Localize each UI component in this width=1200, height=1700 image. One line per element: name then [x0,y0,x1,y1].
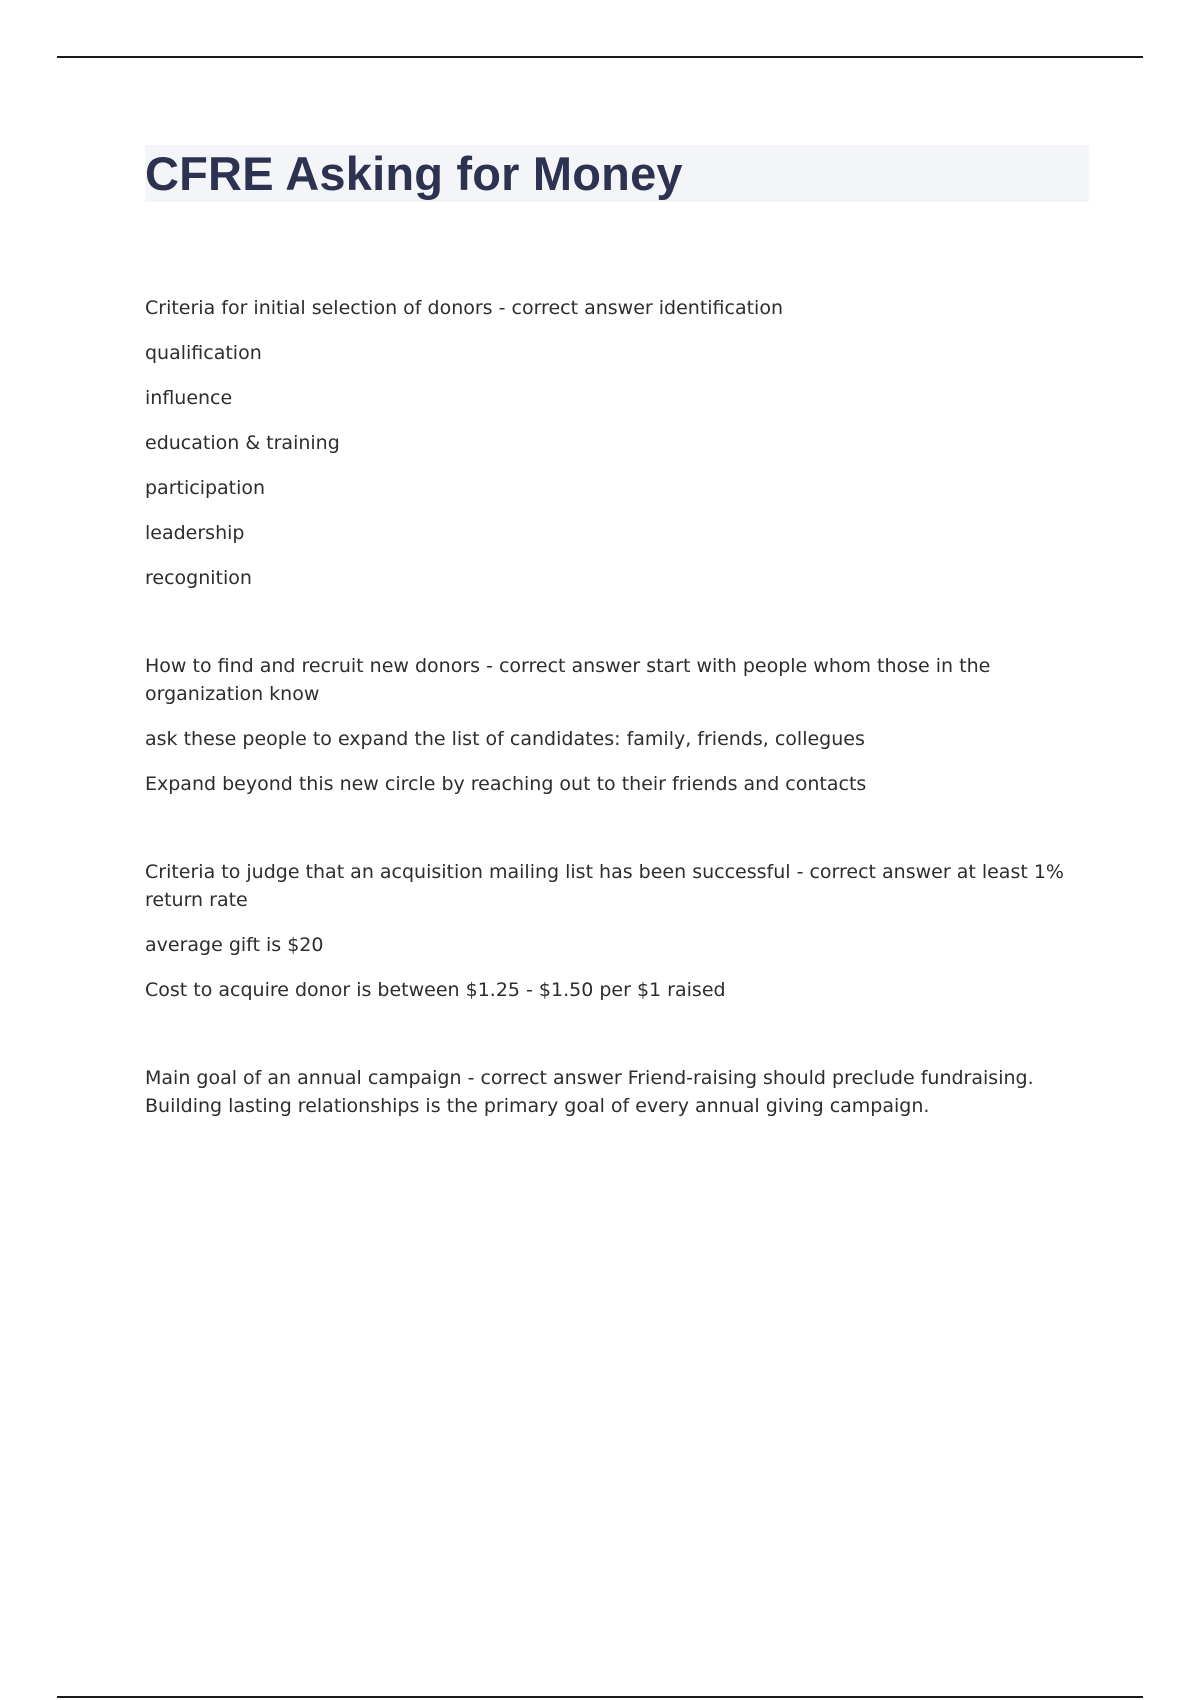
card-question: Criteria for initial selection of donors - correct answer identification [145,297,783,319]
card-question: How to find and recruit new donors - correct answer start with people whom those in the organization know [145,655,991,705]
card-answer-line: influence [145,387,233,409]
card-answer-line: recognition [145,567,252,589]
card-answer-line: education & training [145,432,340,454]
page-title: CFRE Asking for Money [145,147,683,200]
flashcard [145,652,1090,798]
card-answer-line: average gift is $20 [145,934,324,956]
title-banner [145,145,1089,202]
card-answer-line: ask these people to expand the list of candidates: family, friends, collegues [145,728,865,750]
flashcard [145,1064,1090,1120]
card-answer-line: participation [145,477,266,499]
top-rule [57,56,1143,58]
flashcard [145,858,1090,1004]
card-question: Criteria to judge that an acquisition mailing list has been successful - correct answer at least 1% return rate [145,861,1064,911]
card-answer-line: Cost to acquire donor is between $1.25 - $1.50 per $1 raised [145,979,726,1001]
card-question: Main goal of an annual campaign - correct answer Friend-raising should preclude fundraising. Building lasting relationships is the primary goal of every annual giving campaign. [145,1067,1034,1117]
flashcard [145,294,1090,592]
document-body [145,145,1090,1180]
card-answer-line: qualification [145,342,262,364]
card-answer-line: Expand beyond this new circle by reaching out to their friends and contacts [145,773,867,795]
card-answer-line: leadership [145,522,245,544]
bottom-rule [57,1696,1143,1698]
flashcard-list [145,294,1090,1120]
